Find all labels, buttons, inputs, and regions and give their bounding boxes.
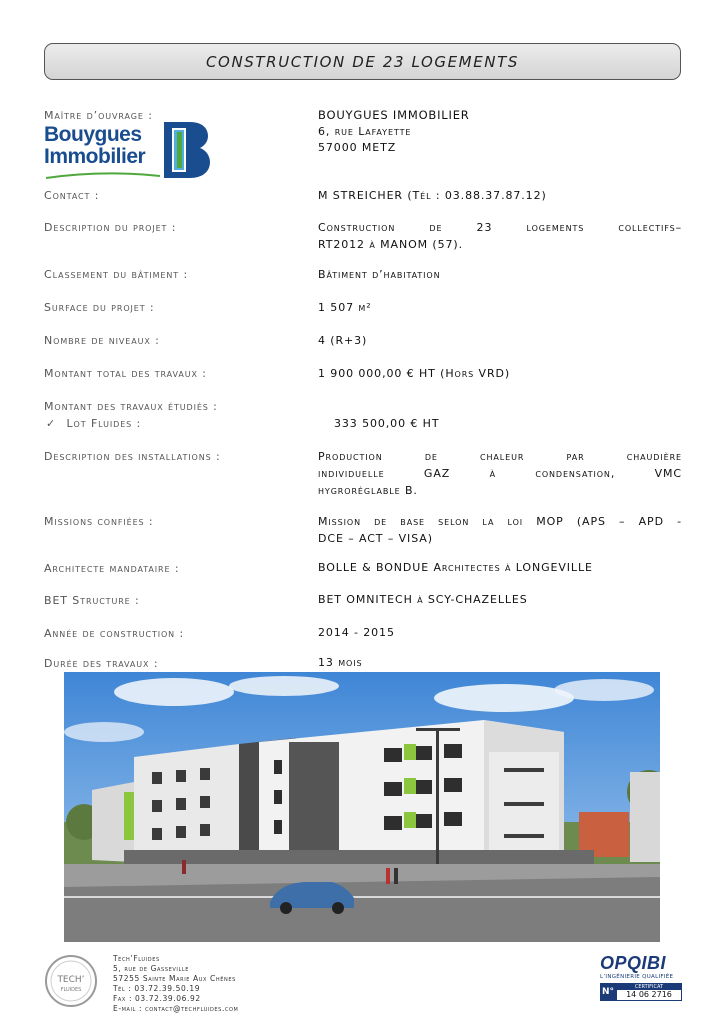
missions-line1: Mission de base selon la loi MOP (APS – APD - (318, 515, 682, 528)
missions-line2: DCE – ACT – VISA) (318, 532, 433, 545)
owner-address-city: 57000 METZ (318, 141, 397, 154)
montant-etudies-label: Montant des travaux étudiés : (44, 400, 218, 413)
montant-total-label: Montant total des travaux : (44, 367, 207, 380)
cert-tagline: L’INGÉNIERIE QUALIFIÉE (600, 974, 674, 980)
niveaux-value: 4 (R+3) (318, 334, 368, 347)
contact-label: Contact : (44, 189, 100, 202)
opqibi-certificate-badge (600, 954, 682, 1006)
cert-number: 14 06 2716 (626, 990, 672, 999)
checkmark-icon: ✓ (46, 417, 57, 430)
architecte-value: BOLLE & BONDUE Architectes à LONGEVILLE (318, 561, 593, 574)
description-line2: RT2012 à MANOM (57). (318, 238, 463, 251)
lot-fluides-label: Lot Fluides : (66, 417, 142, 430)
footer-email[interactable]: E-mail : contact@techfluides.com (113, 1004, 239, 1013)
owner-name: BOUYGUES IMMOBILIER (318, 108, 470, 122)
missions-value (318, 513, 682, 547)
logo-text: TECH’ (57, 975, 85, 985)
footer-company: Tech’Fluides (113, 954, 160, 963)
classement-value: Bâtiment d’habitation (318, 268, 441, 281)
logo-text-line1: Bouygues (44, 123, 142, 146)
montant-total-value: 1 900 000,00 € HT (Hors VRD) (318, 367, 511, 380)
footer-tel: Tél : 03.72.39.50.19 (113, 984, 201, 993)
page-title: CONSTRUCTION DE 23 LOGEMENTS (205, 52, 520, 71)
cert-label: CERTIFICAT (617, 984, 681, 990)
b-monogram-icon (164, 122, 210, 178)
lot-fluides-row (46, 417, 141, 430)
logo-text2: FLUIDES (60, 987, 82, 993)
cert-brand: OPQIBI (600, 953, 667, 973)
installations-label: Description des installations : (44, 450, 221, 463)
bet-value: BET OMNITECH à SCY-CHAZELLES (318, 593, 528, 606)
owner-address-street: 6, rue Lafayette (318, 125, 412, 138)
description-value (318, 219, 682, 253)
description-label: Description du projet : (44, 221, 177, 234)
installations-line3: hygroréglable B. (318, 484, 418, 497)
footer-street: 5, rue de Gasseville (113, 964, 189, 973)
logo-swoosh-icon (44, 172, 162, 180)
contact-value: M STREICHER (Tél : 03.88.37.87.12) (318, 189, 547, 202)
niveaux-label: Nombre de niveaux : (44, 334, 160, 347)
architecte-label: Architecte mandataire : (44, 562, 180, 575)
annee-label: Année de construction : (44, 627, 185, 640)
annee-value: 2014 - 2015 (318, 626, 395, 639)
lot-fluides-value: 333 500,00 € HT (334, 417, 440, 430)
cert-prefix: N° (600, 983, 616, 1001)
installations-line2: individuelle GAZ à condensation, VMC (318, 467, 682, 480)
classement-label: Classement du bâtiment : (44, 268, 189, 281)
installations-line1: Production de chaleur par chaudière (318, 450, 682, 463)
owner-label: Maître d’ouvrage : (44, 109, 153, 122)
techfluides-logo (44, 954, 98, 1008)
missions-label: Missions confiées : (44, 515, 154, 528)
surface-label: Surface du projet : (44, 301, 155, 314)
bet-label: BET Structure : (44, 594, 140, 607)
title-banner (44, 43, 681, 80)
duree-value: 13 mois (318, 656, 363, 669)
duree-label: Durée des travaux : (44, 657, 159, 670)
building-rendering-image (64, 672, 660, 942)
footer-fax: Fax : 03.72.39.06.92 (113, 994, 201, 1003)
description-line1: Construction de 23 logements collectifs– (318, 221, 682, 234)
surface-value: 1 507 m² (318, 301, 372, 314)
bouygues-immobilier-logo (44, 122, 214, 184)
footer-city: 57255 Sainte Marie Aux Chênes (113, 974, 236, 983)
logo-text-line2: Immobilier (44, 145, 146, 168)
installations-value (318, 448, 682, 499)
